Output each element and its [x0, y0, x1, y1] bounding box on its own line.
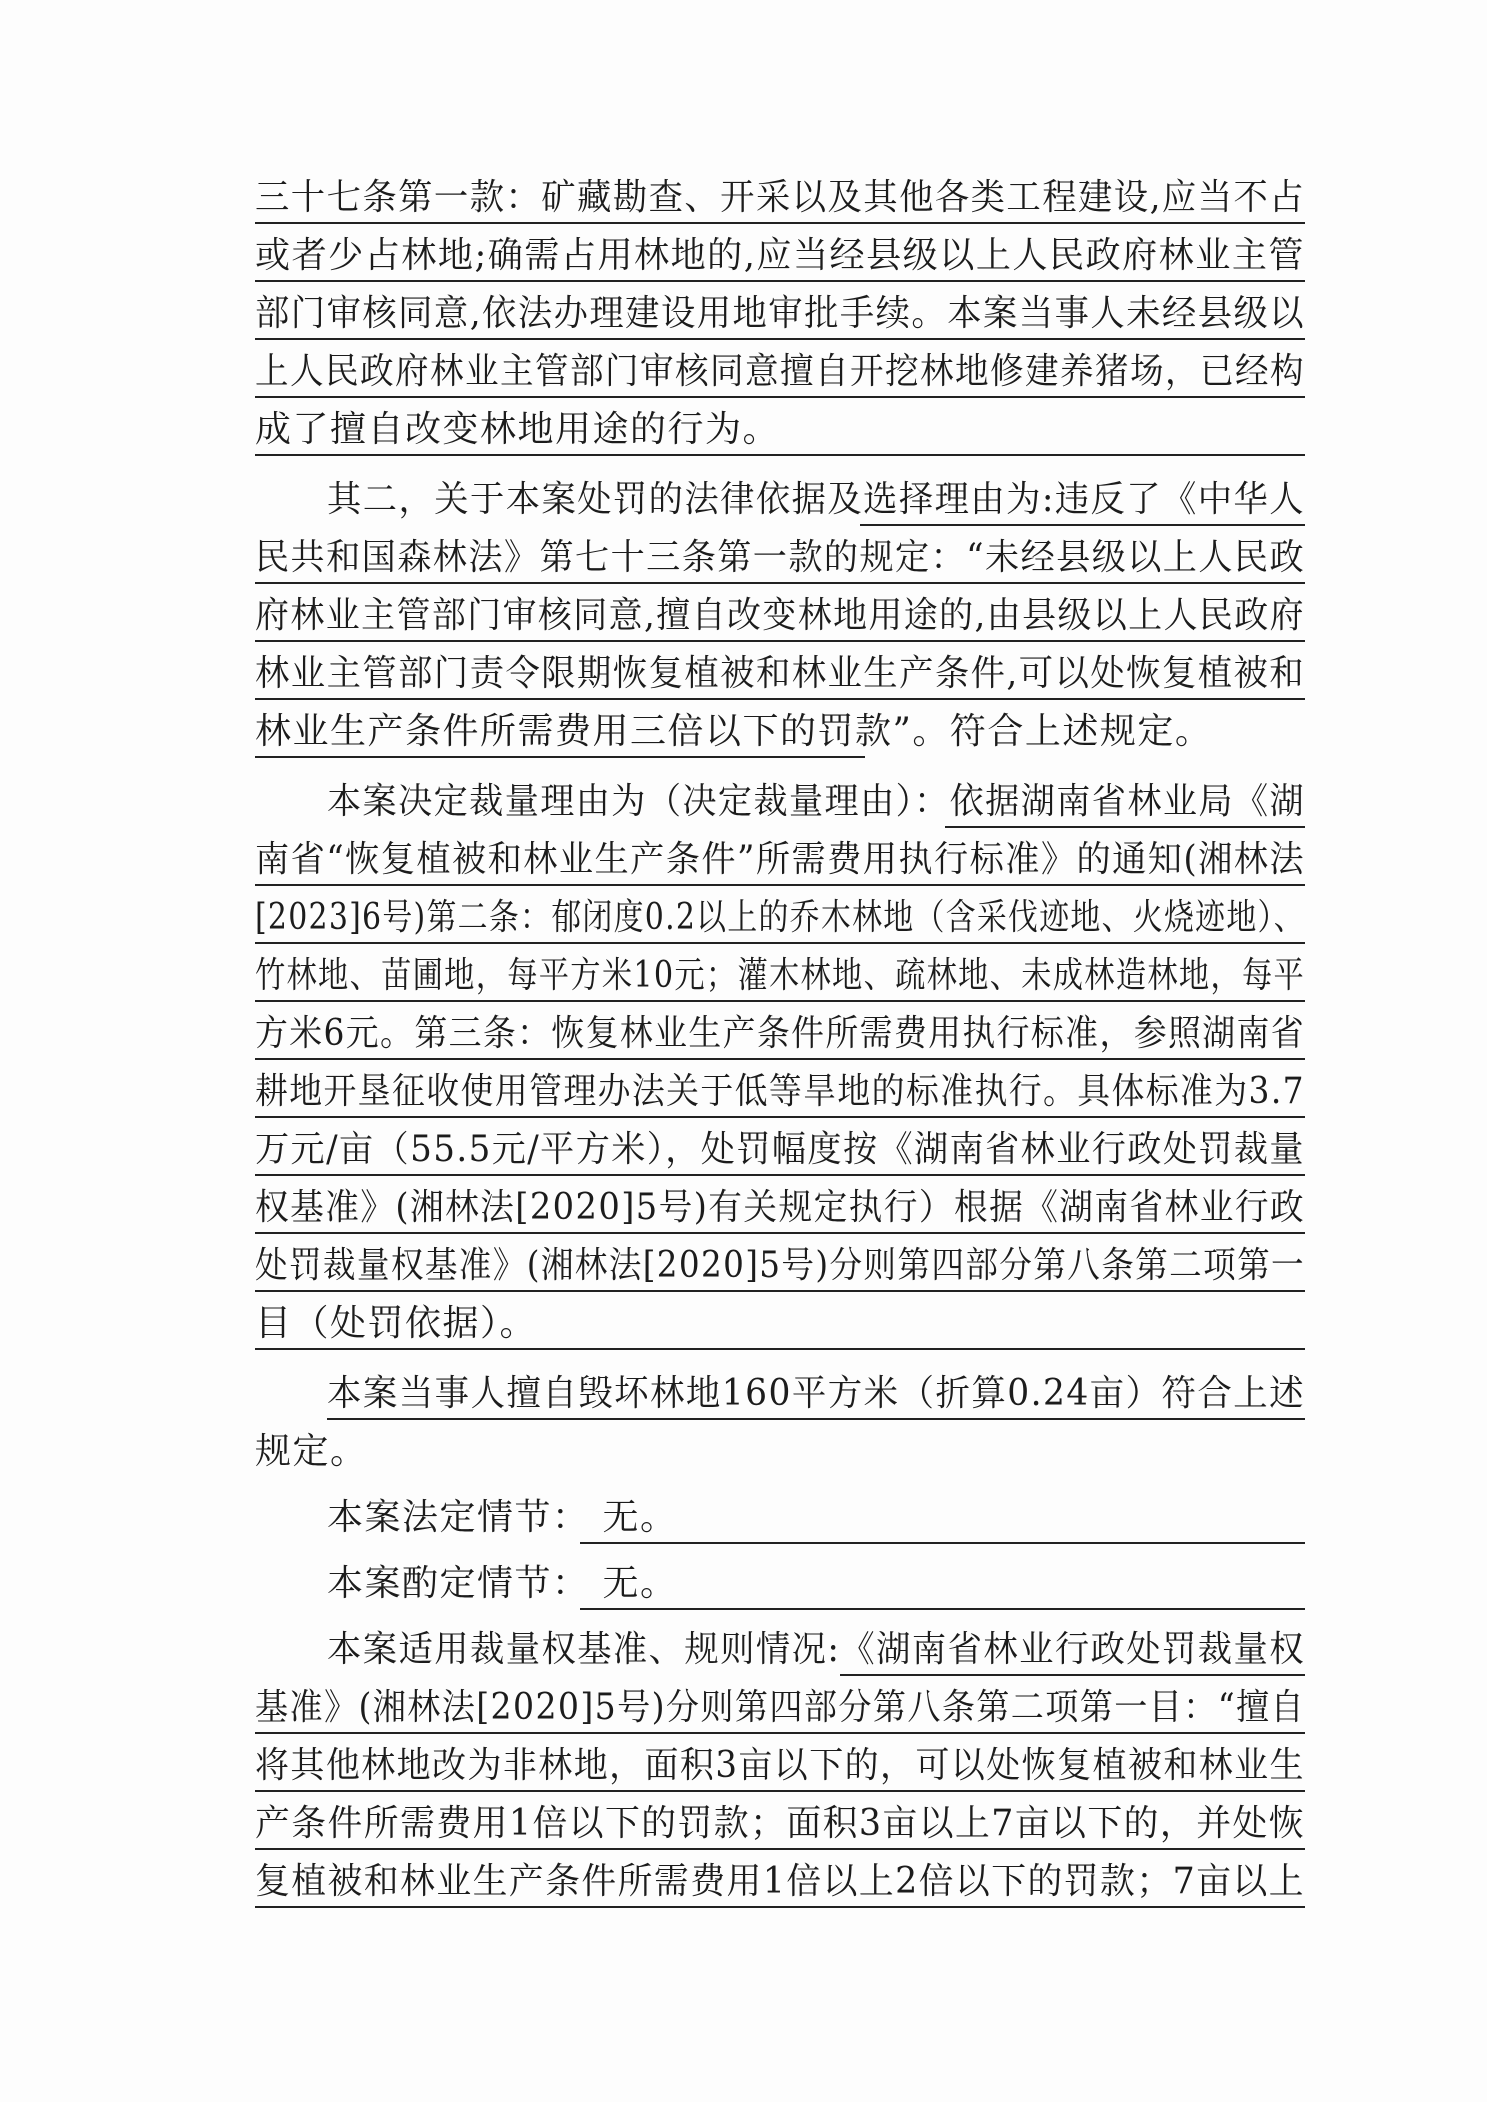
line-text: 将其他林地改为非林地，面积3亩以下的，可以处恢复植被和林业生	[255, 1745, 1305, 1786]
text-line	[255, 1296, 1305, 1354]
underline	[255, 1790, 1305, 1792]
line-text: 部门审核同意,依法办理建设用地审批手续。本案当事人未经县级以	[255, 293, 1306, 334]
line-text: 处罚裁量权基准》(湘林法[2020]5号)分则第四部分第八条第二项第一	[255, 1245, 1306, 1286]
line-text: 本案当事人擅自毁坏林地160平方米（折算0.24亩）符合上述	[327, 1373, 1306, 1414]
line-text: 本案决定裁量理由为（决定裁量理由）：依据湖南省林业局《湖	[327, 781, 1306, 822]
underline	[255, 454, 1305, 456]
text-line	[255, 774, 1305, 832]
text-line	[255, 704, 1305, 762]
line-text: 三十七条第一款：矿藏勘查、开采以及其他各类工程建设,应当不占	[255, 177, 1306, 218]
line-text: [2023]6号)第二条：郁闭度0.2以上的乔木林地（含采伐迹地、火烧迹地）、	[255, 897, 1305, 938]
line-text: 本案法定情节： 无。	[327, 1497, 678, 1538]
line-text: 林业主管部门责令限期恢复植被和林业生产条件,可以处恢复植被和	[255, 653, 1306, 694]
text-line	[255, 228, 1305, 286]
text-line	[255, 1556, 1305, 1614]
underline	[255, 396, 1305, 398]
text-line	[255, 1854, 1305, 1912]
text-line	[255, 1064, 1305, 1122]
underline	[255, 756, 865, 758]
line-text: 林业生产条件所需费用三倍以下的罚款”。符合上述规定。	[255, 711, 1213, 752]
underline	[255, 338, 1305, 340]
underline	[255, 698, 1305, 700]
underline	[255, 1732, 1305, 1734]
line-text: 民共和国森林法》第七十三条第一款的规定：“未经县级以上人民政	[255, 537, 1306, 578]
text-line	[255, 402, 1305, 460]
underline	[255, 280, 1305, 282]
line-text: 本案酌定情节： 无。	[327, 1563, 678, 1604]
underline	[255, 1232, 1305, 1234]
text-line	[255, 1680, 1305, 1738]
line-text: 权基准》(湘林法[2020]5号)有关规定执行）根据《湖南省林业行政	[255, 1187, 1306, 1228]
underline	[255, 884, 1305, 886]
line-text: 规定。	[255, 1431, 368, 1472]
underline	[580, 1608, 1305, 1610]
line-text: 基准》(湘林法[2020]5号)分则第四部分第八条第二项第一目：“擅自	[255, 1687, 1306, 1728]
line-text: 万元/亩（55.5元/平方米），处罚幅度按《湖南省林业行政处罚裁量	[255, 1129, 1305, 1170]
underline	[255, 222, 1305, 224]
text-line	[255, 530, 1305, 588]
text-line	[255, 1796, 1305, 1854]
underline	[255, 1000, 1305, 1002]
text-line	[255, 1622, 1305, 1680]
underline	[860, 524, 1305, 526]
text-line	[255, 1366, 1305, 1424]
line-text: 其二，关于本案处罚的法律依据及选择理由为:违反了《中华人	[327, 479, 1306, 520]
line-text: 或者少占林地;确需占用林地的,应当经县级以上人民政府林业主管	[255, 235, 1305, 276]
underline	[255, 1058, 1305, 1060]
text-line	[255, 472, 1305, 530]
underline	[255, 1290, 1305, 1292]
underline	[580, 1542, 1305, 1544]
text-line	[255, 1180, 1305, 1238]
text-line	[255, 1122, 1305, 1180]
text-line	[255, 1490, 1305, 1548]
document-body	[255, 170, 1305, 1912]
line-text: 南省“恢复植被和林业生产条件”所需费用执行标准》的通知(湘林法	[255, 839, 1305, 880]
text-line	[255, 170, 1305, 228]
line-text: 成了擅自改变林地用途的行为。	[255, 409, 781, 450]
underline	[840, 1674, 1305, 1676]
line-text: 方米6元。第三条：恢复林业生产条件所需费用执行标准，参照湖南省	[255, 1013, 1305, 1054]
text-line	[255, 646, 1305, 704]
line-text: 本案适用裁量权基准、规则情况:《湖南省林业行政处罚裁量权	[327, 1629, 1306, 1670]
text-line	[255, 588, 1305, 646]
underline	[255, 942, 1305, 944]
line-text: 府林业主管部门审核同意,擅自改变林地用途的,由县级以上人民政府	[255, 595, 1306, 636]
text-line	[255, 1006, 1305, 1064]
text-line	[255, 286, 1305, 344]
line-text: 复植被和林业生产条件所需费用1倍以上2倍以下的罚款；7亩以上	[255, 1861, 1305, 1902]
underline	[255, 582, 1305, 584]
underline	[255, 1906, 1305, 1908]
underline	[255, 1116, 1305, 1118]
text-line	[255, 832, 1305, 890]
underline	[945, 826, 1305, 828]
underline	[327, 1418, 1305, 1420]
line-text: 产条件所需费用1倍以下的罚款；面积3亩以上7亩以下的，并处恢	[255, 1803, 1305, 1844]
text-line	[255, 1424, 1305, 1482]
underline	[255, 1848, 1305, 1850]
text-line	[255, 344, 1305, 402]
line-text: 竹林地、苗圃地，每平方米10元；灌木林地、疏林地、未成林造林地，每平	[255, 955, 1306, 996]
text-line	[255, 1238, 1305, 1296]
text-line	[255, 1738, 1305, 1796]
line-text: 上人民政府林业主管部门审核同意擅自开挖林地修建养猪场，已经构	[255, 351, 1305, 392]
line-text: 目（处罚依据）。	[255, 1303, 538, 1344]
line-text: 耕地开垦征收使用管理办法关于低等旱地的标准执行。具体标准为3.7	[255, 1071, 1305, 1112]
underline	[255, 640, 1305, 642]
text-line	[255, 948, 1305, 1006]
underline	[255, 1348, 1305, 1350]
text-line	[255, 890, 1305, 948]
underline	[255, 1174, 1305, 1176]
